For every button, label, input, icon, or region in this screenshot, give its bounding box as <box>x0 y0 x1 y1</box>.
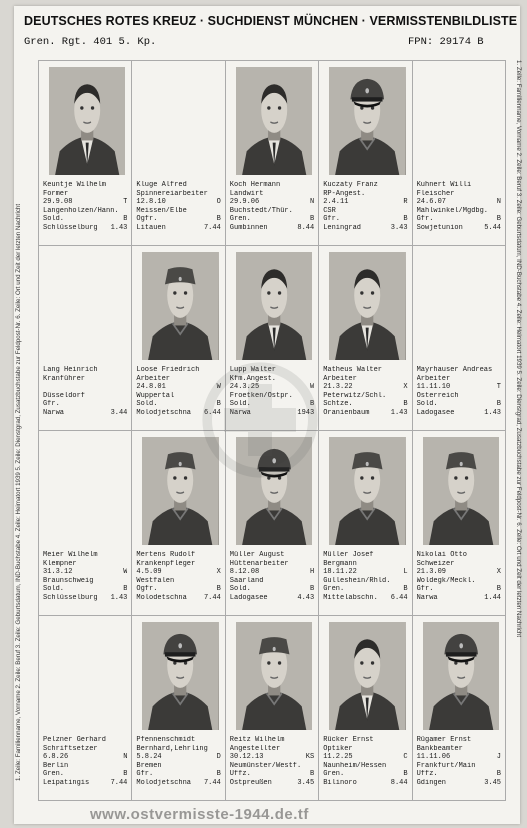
person-name: Mertens Rudolf <box>136 551 196 559</box>
person-last-date: 7.44 <box>203 593 221 602</box>
person-last-date: 6.44 <box>203 408 221 417</box>
person-rank: Gfr. <box>43 400 60 409</box>
person-birthdate: 29.9.08 <box>43 198 73 207</box>
person-fp-letter: B <box>123 585 128 594</box>
person-job: Optiker <box>323 744 353 753</box>
person-rank: Sold. <box>416 400 438 409</box>
person-job: Bernhard,Lehrling <box>136 744 208 753</box>
person-last-place: Molodjetschna <box>136 778 191 787</box>
person-ind: O <box>216 198 221 207</box>
person-birthdate: 11.11.10 <box>416 383 451 392</box>
person-fp-letter: B <box>309 770 315 779</box>
person-photo <box>329 622 405 730</box>
person-name: Pelzner Gerhard <box>43 736 107 744</box>
person-photo <box>236 622 312 730</box>
person-card <box>132 61 225 246</box>
person-last-place: Gdingen <box>416 778 446 787</box>
person-details <box>43 551 127 603</box>
person-last-date: 8.44 <box>390 778 408 787</box>
person-details <box>136 551 220 603</box>
person-ind: T <box>496 383 501 392</box>
person-birthdate: 4.5.09 <box>136 568 162 577</box>
person-rank: Gren. <box>229 215 251 224</box>
person-card <box>132 246 225 431</box>
person-details <box>136 736 220 788</box>
person-name: Kuczaty Franz <box>323 181 378 189</box>
person-ind: W <box>309 383 315 392</box>
person-job: Fleischer <box>416 189 455 198</box>
person-last-place: Ostpreußen <box>229 778 272 787</box>
person-fp-letter: B <box>309 585 315 594</box>
person-ind: X <box>496 568 501 577</box>
person-ind: X <box>403 383 408 392</box>
person-ind: T <box>123 198 128 207</box>
person-details <box>417 551 501 603</box>
person-details <box>230 736 314 788</box>
person-last-date: 3.43 <box>390 223 408 232</box>
person-hometown: Meissen/Elbe <box>136 206 187 215</box>
person-birthdate: 18.11.22 <box>323 568 357 577</box>
website-watermark: www.ostvermisste-1944.de.tf <box>90 806 309 823</box>
person-birthdate: 24.8.01 <box>136 383 166 392</box>
person-last-date: 8.44 <box>297 223 315 232</box>
person-card <box>413 246 506 431</box>
person-fp-letter: B <box>216 585 221 594</box>
person-rank: Schtze. <box>323 400 353 409</box>
person-last-place: Litauen <box>136 223 166 232</box>
person-photo <box>329 252 405 360</box>
unit-label: Gren. Rgt. 401 5. Kp. <box>24 36 157 48</box>
person-details <box>417 366 501 418</box>
person-ind: X <box>216 568 221 577</box>
person-fp-letter: B <box>309 215 315 224</box>
person-job: Schriftsetzer <box>43 744 98 753</box>
person-ind: J <box>496 753 501 762</box>
person-details <box>323 551 407 603</box>
person-birthdate: 24.6.07 <box>416 198 446 207</box>
person-hometown: Berlin <box>43 761 69 770</box>
person-card <box>39 431 132 616</box>
person-ind: C <box>403 753 408 762</box>
person-job: Kfm.Angest. <box>229 374 277 383</box>
person-rank: Gfr. <box>136 770 154 779</box>
person-hometown: Mahlwinkel/Mgdbg. <box>416 206 489 215</box>
person-card <box>226 61 319 246</box>
person-birthdate: 6.8.26 <box>43 753 69 762</box>
person-card <box>226 431 319 616</box>
person-job: Schweizer <box>416 559 455 568</box>
person-photo <box>236 67 312 175</box>
person-card <box>319 246 412 431</box>
person-ind: N <box>123 753 128 762</box>
person-grid <box>38 60 506 801</box>
person-details <box>323 736 407 788</box>
person-birthdate: 11.11.06 <box>416 753 451 762</box>
person-hometown: Frankfurt/Main <box>416 761 476 770</box>
person-details <box>43 736 127 788</box>
person-name: Mayrhauser Andreas <box>416 366 493 374</box>
person-name: Koch Hermann <box>229 181 281 189</box>
person-fp-letter: B <box>496 585 501 594</box>
person-last-date: 1.43 <box>484 408 501 417</box>
person-card <box>132 431 225 616</box>
person-job: Angestellter <box>229 744 281 753</box>
person-last-place: Narwa <box>43 408 65 417</box>
person-photo <box>236 437 312 545</box>
person-ind: R <box>403 198 408 207</box>
person-details <box>230 366 314 418</box>
person-job: Bankbeamter <box>416 744 463 753</box>
person-fp-letter: B <box>403 770 408 779</box>
legend-left <box>13 68 29 788</box>
fpn-label: FPN: 29174 B <box>408 36 484 48</box>
person-details <box>323 366 407 418</box>
person-details <box>43 181 127 233</box>
person-card <box>319 61 412 246</box>
person-card <box>413 431 506 616</box>
person-fp-letter: B <box>496 400 501 409</box>
person-ind: L <box>403 568 408 577</box>
person-fp-letter: B <box>123 215 128 224</box>
person-job: Spinnereiarbeiter <box>136 189 208 198</box>
person-card <box>319 431 412 616</box>
person-rank: Ogfr. <box>136 585 158 594</box>
person-last-place: Ladogasee <box>229 593 268 602</box>
person-hometown: Neumünster/Westf. <box>229 761 302 770</box>
person-job: Former <box>43 189 69 198</box>
person-hometown: CSR <box>323 206 336 215</box>
person-hometown: Saarland <box>229 576 264 585</box>
person-ind: W <box>216 383 221 392</box>
person-name: Nikolai Otto <box>416 551 468 559</box>
person-last-place: Leningrad <box>323 223 361 232</box>
person-fp-letter: B <box>403 400 408 409</box>
person-last-place: Mittelabschn. <box>323 593 378 602</box>
person-job: RP-Angest. <box>323 189 366 198</box>
person-card <box>39 61 132 246</box>
person-card <box>226 616 319 801</box>
person-details <box>230 551 314 603</box>
person-fp-letter: B <box>216 400 221 409</box>
person-photo <box>142 252 218 360</box>
person-ind: W <box>123 568 128 577</box>
person-name: Müller Josef <box>323 551 374 559</box>
person-last-date: 7.44 <box>110 778 128 787</box>
person-details <box>323 181 407 233</box>
person-name: Rücker Ernst <box>323 736 374 744</box>
person-ind: H <box>309 568 315 577</box>
person-details <box>230 181 314 233</box>
person-hometown: Froetken/Ostpr. <box>229 391 293 400</box>
person-details <box>43 366 127 418</box>
legend-left-text: 1. Zeile: Familienname, Vorname 2. Zeile: Beruf 3. Zeile: Geburtsdatum, IND-Buchstabe 4. Zeile: Heimatort 1939 5. Zeile: Dienstgrad, Zusatzbuchstabe zur Feldpost-Nr. 6. Zeile: Ort und Zeit der letzten Nachricht <box>15 203 22 781</box>
person-name: Rügamer Ernst <box>416 736 472 744</box>
person-card <box>319 616 412 801</box>
person-last-place: Gumbinnen <box>229 223 268 232</box>
person-rank: Uffz. <box>229 770 251 779</box>
person-name: Lupp Walter <box>229 366 277 374</box>
person-birthdate: 24.3.25 <box>229 383 260 392</box>
person-job: Hüttenarbeiter <box>229 559 289 568</box>
person-birthdate: 30.12.13 <box>229 753 264 762</box>
person-birthdate: 2.4.11 <box>323 198 349 207</box>
person-card <box>226 246 319 431</box>
person-card <box>39 616 132 801</box>
person-hometown: Bremen <box>136 761 162 770</box>
person-last-date: 7.44 <box>203 778 221 787</box>
person-birthdate: 11.2.25 <box>323 753 353 762</box>
person-last-date: 1.43 <box>110 223 128 232</box>
person-card <box>413 616 506 801</box>
person-hometown: Naunheim/Hessen <box>323 761 387 770</box>
person-last-date: 4.43 <box>297 593 315 602</box>
person-last-date: 1943 <box>297 408 315 417</box>
person-ind: D <box>216 753 221 762</box>
person-birthdate: 31.3.12 <box>43 568 73 577</box>
person-last-place: Schlüsselburg <box>43 223 98 232</box>
legend-right <box>510 60 524 800</box>
person-birthdate: 12.8.10 <box>136 198 166 207</box>
person-birthdate: 21.3.09 <box>416 568 446 577</box>
person-hometown: Düsseldorf <box>43 391 86 400</box>
person-hometown: Peterwitz/Schl. <box>323 391 387 400</box>
person-last-place: Sowjetunion <box>416 223 463 232</box>
person-photo <box>329 437 405 545</box>
person-ind: N <box>496 198 501 207</box>
person-name: Matheus Walter <box>323 366 382 374</box>
person-name: Keuntje Wilhelm <box>43 181 107 189</box>
person-photo <box>329 67 405 175</box>
person-photo <box>49 67 125 175</box>
person-hometown: Braunschweig <box>43 576 94 585</box>
person-rank: Ogfr. <box>136 215 158 224</box>
person-rank: Sold. <box>229 585 251 594</box>
person-job: Landwirt <box>229 189 264 198</box>
person-job: Bergmann <box>323 559 357 568</box>
person-card <box>39 246 132 431</box>
person-birthdate: 8.12.08 <box>229 568 260 577</box>
person-photo <box>423 437 499 545</box>
person-photo <box>49 437 125 545</box>
person-hometown: Woldegk/Meckl. <box>416 576 476 585</box>
person-last-date: 1.44 <box>484 593 501 602</box>
person-hometown: Langenholzen/Hann. <box>43 206 119 215</box>
person-name: Loose Friedrich <box>136 366 200 374</box>
person-hometown: Österreich <box>416 391 459 400</box>
person-fp-letter: B <box>216 770 221 779</box>
person-fp-letter: B <box>123 770 128 779</box>
person-rank: Gren. <box>323 585 345 594</box>
person-fp-letter: B <box>403 215 408 224</box>
person-job: Kranführer <box>43 374 86 383</box>
person-photo <box>49 252 125 360</box>
person-last-date: 1.43 <box>110 593 128 602</box>
person-photo <box>236 252 312 360</box>
person-rank: Gfr. <box>416 215 434 224</box>
person-name: Lang Heinrich <box>43 366 98 374</box>
person-rank: Sold. <box>43 215 65 224</box>
person-name: Meier Wilhelm <box>43 551 98 559</box>
person-card <box>413 61 506 246</box>
person-name: Kluge Alfred <box>136 181 187 189</box>
person-rank: Gren. <box>323 770 345 779</box>
person-fp-letter: B <box>216 215 221 224</box>
person-hometown: Wuppertal <box>136 391 175 400</box>
person-photo <box>49 622 125 730</box>
person-last-date: 3.45 <box>297 778 315 787</box>
legend-right-text: 1. Zeile: Familienname, Vorname 2. Zeile: Beruf 3. Zeile: Geburtsdatum, IND-Buchstabe 4. Zeile: Heimatort 1939 5. Zeile: Dienstgrad, Zusatzbuchstabe zur Feldpost-Nr. 6. Zeile: Ort und Zeit der letzten Nachricht <box>515 60 522 638</box>
person-last-date: 7.44 <box>203 223 221 232</box>
person-hometown: Gulleshein/Rhld. <box>323 576 391 585</box>
person-photo <box>142 67 218 175</box>
person-job: Arbeiter <box>323 374 357 383</box>
person-name: Kuhnert Willi <box>416 181 472 189</box>
person-ind: KS <box>305 753 315 762</box>
person-last-place: Schlüsselburg <box>43 593 98 602</box>
person-rank: Sold. <box>229 400 251 409</box>
person-rank: Uffz. <box>416 770 438 779</box>
person-last-place: Narwa <box>416 593 438 602</box>
person-ind: N <box>309 198 315 207</box>
person-name: Müller August <box>229 551 285 559</box>
person-birthdate: 5.8.24 <box>136 753 162 762</box>
person-details <box>417 736 501 788</box>
person-details <box>136 366 220 418</box>
person-rank: Gfr. <box>323 215 340 224</box>
person-details <box>136 181 220 233</box>
person-last-place: Leipatingis <box>43 778 90 787</box>
person-last-date: 1.43 <box>390 408 408 417</box>
person-birthdate: 21.3.22 <box>323 383 353 392</box>
person-fp-letter: B <box>496 215 501 224</box>
person-job: Klempner <box>43 559 77 568</box>
person-rank: Gfr. <box>416 585 434 594</box>
person-photo <box>142 437 218 545</box>
person-photo <box>423 252 499 360</box>
person-last-date: 5.44 <box>484 223 501 232</box>
person-last-date: 6.44 <box>390 593 408 602</box>
person-last-place: Bilinoro <box>323 778 357 787</box>
person-fp-letter: B <box>403 585 408 594</box>
person-last-place: Ladogasee <box>416 408 455 417</box>
person-rank: Sold. <box>43 585 65 594</box>
person-last-place: Molodetschna <box>136 593 187 602</box>
person-last-date: 3.45 <box>484 778 501 787</box>
page-title: DEUTSCHES ROTES KREUZ · SUCHDIENST MÜNCHEN · VERMISSTENBILDLISTE <box>24 14 518 28</box>
person-card <box>132 616 225 801</box>
person-photo <box>423 67 499 175</box>
person-last-place: Oranienbaum <box>323 408 370 417</box>
person-photo <box>142 622 218 730</box>
person-name: Pfennenschmidt <box>136 736 196 744</box>
person-rank: Gren. <box>43 770 65 779</box>
person-name: Reitz Wilhelm <box>229 736 285 744</box>
person-last-place: Molodjetschna <box>136 408 191 417</box>
person-birthdate: 29.9.06 <box>229 198 260 207</box>
person-last-place: Narwa <box>229 408 251 417</box>
person-hometown: Buchstedt/Thür. <box>229 206 293 215</box>
person-rank: Sold. <box>136 400 158 409</box>
person-photo <box>423 622 499 730</box>
person-hometown: Westfalen <box>136 576 175 585</box>
person-last-date: 3.44 <box>110 408 128 417</box>
person-job: Arbeiter <box>136 374 170 383</box>
person-details <box>417 181 501 233</box>
person-fp-letter: B <box>496 770 501 779</box>
person-job: Arbeiter <box>416 374 451 383</box>
person-job: Krankenpfleger <box>136 559 196 568</box>
person-fp-letter: B <box>309 400 315 409</box>
